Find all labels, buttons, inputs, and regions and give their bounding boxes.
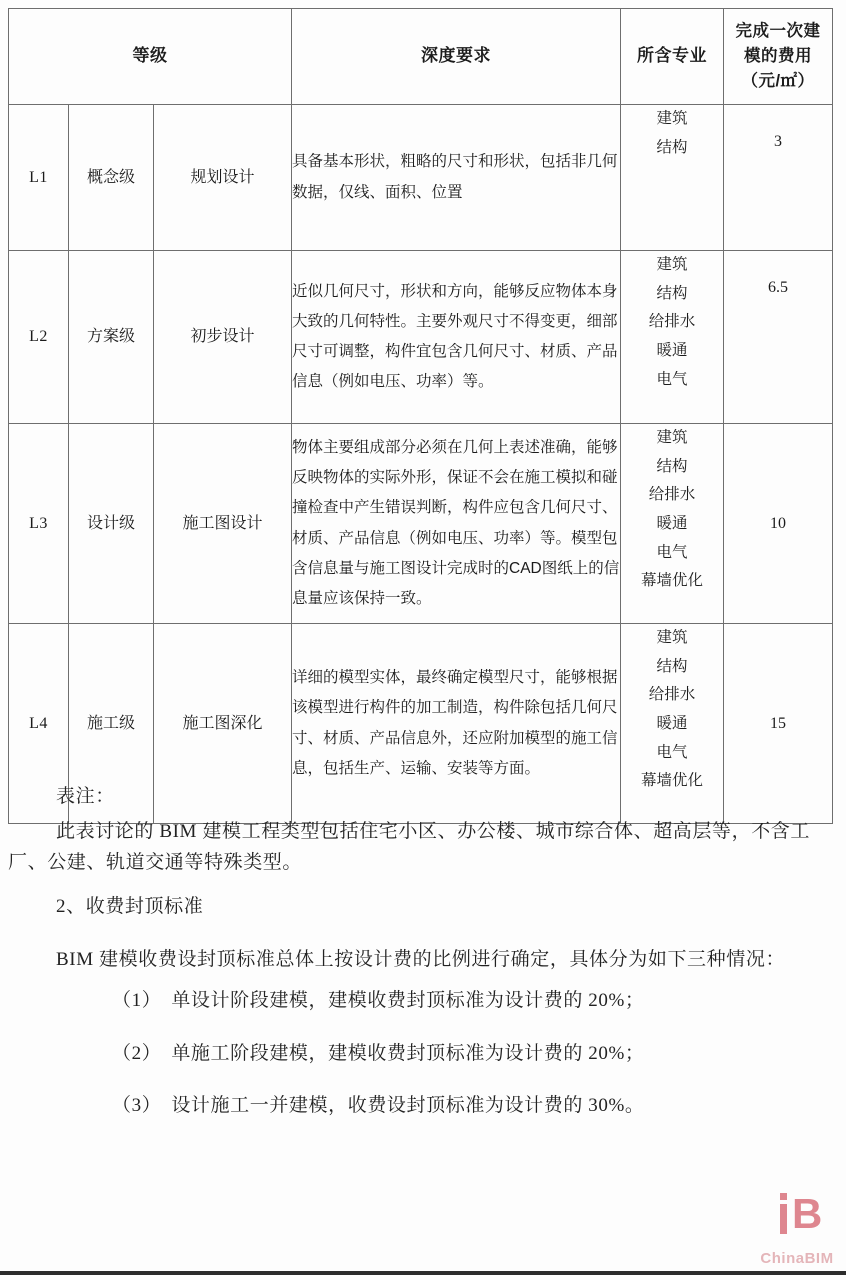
list-item-number: （2）: [112, 1042, 162, 1064]
cell-description: 近似几何尺寸，形状和方向，能够反应物体本身大致的几何特性。主要外观尺寸不得变更，细部尺寸可调整，构件宜包含几何尺寸、材质、产品信息（例如电压、功率）等。: [292, 251, 621, 424]
list-item-number: （1）: [112, 989, 162, 1011]
cell-description: 详细的模型实体，最终确定模型尺寸，能够根据该模型进行构件的加工制造，构件除包括几何尺寸、材质、产品信息外，还应附加模型的施工信息，包括生产、运输、安装等方面。: [292, 624, 621, 824]
note-label: 表注：: [56, 786, 115, 807]
header-fee-line2: 模的费用: [744, 47, 812, 66]
logo-i-stroke: [780, 1204, 787, 1234]
list-item: [8, 1091, 832, 1122]
cell-stage: 初步设计: [154, 251, 292, 424]
cell-fee: 6.5: [724, 251, 833, 424]
cell-grade-name: 方案级: [69, 251, 154, 424]
cell-grade-name: 概念级: [69, 105, 154, 251]
chinabim-watermark: [757, 1190, 837, 1267]
logo-b-letter: B: [792, 1190, 823, 1237]
cell-stage: 规划设计: [154, 105, 292, 251]
cell-fee: 3: [724, 105, 833, 251]
grade-table-container: [8, 8, 832, 824]
cell-stage: 施工图深化: [154, 624, 292, 824]
cell-stage: 施工图设计: [154, 424, 292, 624]
cell-fee: 15: [724, 624, 833, 824]
list-item-number: （3）: [112, 1095, 162, 1117]
header-depth-requirement: 深度要求: [292, 9, 621, 105]
cell-level: L3: [9, 424, 69, 624]
cell-description: 物体主要组成部分必须在几何上表述准确，能够反映物体的实际外形，保证不会在施工模拟和碰撞检查中产生错误判断，构件应包含几何尺寸、材质、产品信息（例如电压、功率）等。模型包含信息量与施工图设计完成时的CAD图纸上的信息量应该保持一致。: [292, 424, 621, 624]
cell-disciplines: 建筑 结构 给排水 暖通 电气 幕墙优化: [621, 624, 724, 824]
body-text-section: [8, 782, 832, 1144]
cell-disciplines: 建筑 结构 给排水 暖通 电气: [621, 251, 724, 424]
cell-description: 具备基本形状，粗略的尺寸和形状，包括非几何数据，仅线、面积、位置: [292, 105, 621, 251]
cell-level: L1: [9, 105, 69, 251]
chinabim-logo-icon: [769, 1190, 825, 1248]
cell-level: L4: [9, 624, 69, 824]
cell-fee: 10: [724, 424, 833, 624]
page-bottom-rule: [0, 1271, 846, 1275]
section-intro: BIM 建模收费设封顶标准总体上按设计费的比例进行确定，具体分为如下三种情况：: [56, 949, 786, 971]
section-heading: 2、收费封顶标准: [56, 896, 204, 918]
table-header-row: [9, 9, 833, 105]
header-fee-line1: 完成一次建: [735, 22, 821, 41]
watermark-label: ChinaBIM: [760, 1250, 834, 1267]
header-grade: 等级: [9, 9, 292, 105]
cell-disciplines: 建筑 结构: [621, 105, 724, 251]
list-item: [8, 986, 832, 1017]
cell-disciplines: 建筑 结构 给排水 暖通 电气 幕墙优化: [621, 424, 724, 624]
header-disciplines: 所含专业: [621, 9, 724, 105]
list-item-text: 单施工阶段建模，建模收费封顶标准为设计费的 20%；: [171, 1042, 645, 1064]
table-row: [9, 424, 833, 624]
list-item-text: 单设计阶段建模，建模收费封顶标准为设计费的 20%；: [171, 989, 645, 1011]
cell-grade-name: 设计级: [69, 424, 154, 624]
note-text: 此表讨论的 BIM 建模工程类型包括住宅小区、办公楼、城市综合体、超高层等，不含工厂、公建、轨道交通等特殊类型。: [8, 820, 810, 873]
table-row: [9, 251, 833, 424]
list-item-text: 设计施工一并建模，收费设封顶标准为设计费的 30%。: [171, 1095, 645, 1117]
header-fee-line3: （元/㎡）: [741, 71, 815, 90]
cell-level: L2: [9, 251, 69, 424]
list-item: [8, 1039, 832, 1070]
bim-grade-table: [8, 8, 833, 824]
header-fee: [724, 9, 833, 105]
table-row: [9, 105, 833, 251]
cell-grade-name: 施工级: [69, 624, 154, 824]
